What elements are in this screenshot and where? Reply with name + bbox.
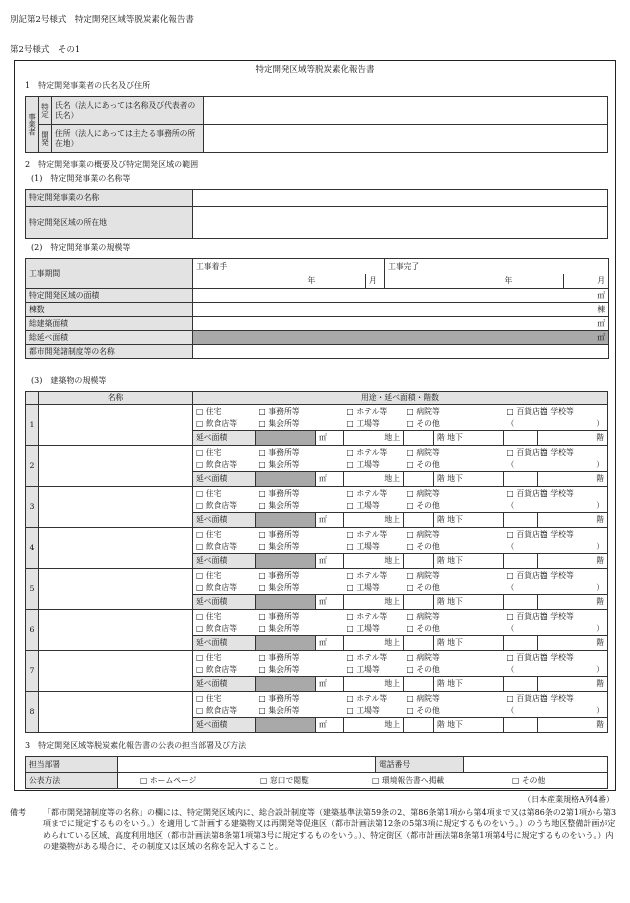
below-ground-field[interactable] [504,431,538,446]
use-department-store[interactable]: □ 百貨店等 [504,610,538,623]
use-hotel[interactable]: □ ホテル等 [344,528,404,541]
use-hospital[interactable]: □ 病院等 [404,692,504,705]
project-name-label: 特定開発事業の名称 [26,190,193,207]
below-ground-field[interactable] [504,636,538,651]
use-restaurant[interactable]: □ 飲食店等 [193,541,256,554]
building-name-field[interactable] [39,692,193,733]
use-house[interactable]: □ 住宅 [193,692,256,705]
use-other[interactable]: □ その他 [404,500,504,513]
floor-unit: 階 [538,595,608,610]
end-label: 工事完了 [385,259,609,274]
other-paren-close: ） [538,664,608,677]
dept-label: 担当部署 [26,757,118,773]
applicant-table [25,96,608,153]
use-other[interactable]: □ その他 [404,418,504,431]
use-house[interactable]: □ 住宅 [193,487,256,500]
building-area-label: 総建築面積 [26,317,193,331]
use-restaurant[interactable]: □ 飲食店等 [193,500,256,513]
use-hospital[interactable]: □ 病院等 [404,569,504,582]
building-row [25,404,608,446]
use-hotel[interactable]: □ ホテル等 [344,610,404,623]
below-ground-field[interactable] [504,595,538,610]
use-school[interactable]: □ 学校等 [538,569,608,582]
building-name-field[interactable] [39,528,193,569]
building-row [25,691,608,733]
use-assembly[interactable]: □ 集会所等 [256,705,344,718]
building-row [25,527,608,569]
building-row [25,486,608,528]
row-number: 4 [26,528,39,569]
use-house[interactable]: □ 住宅 [193,446,256,459]
building-row [25,650,608,692]
floor-area-value [256,513,316,528]
use-school[interactable]: □ 学校等 [538,528,608,541]
other-paren-close: ） [538,582,608,595]
floor-area-value [256,595,316,610]
other-paren-open: （ [504,459,538,472]
use-office[interactable]: □ 事務所等 [256,487,344,500]
tel-label: 電話番号 [376,757,464,773]
above-ground-label: 地上 [344,677,404,692]
subsection1-heading: (1) 特定開発事業の名称等 [31,174,131,183]
floor-below-label: 階 地下 [434,677,504,692]
side-label-kaihatsu: 開発 [39,125,52,153]
use-assembly[interactable]: □ 集会所等 [256,418,344,431]
end-year-field[interactable] [385,274,502,289]
dept-field[interactable] [118,757,376,773]
subsection3-heading: (3) 建築物の規模等 [31,376,107,385]
floor-area-unit: ㎡ [316,554,344,569]
method-counter[interactable]: □ 窓口で閲覧 [260,775,309,785]
use-factory[interactable]: □ 工場等 [344,541,404,554]
use-school[interactable]: □ 学校等 [538,692,608,705]
floor-area-field: ㎡ [193,331,609,345]
use-other[interactable]: □ その他 [404,541,504,554]
below-ground-field[interactable] [504,554,538,569]
building-name-field[interactable] [39,405,193,446]
other-paren-open: （ [504,705,538,718]
project-location-field[interactable] [193,207,608,239]
floor-below-label: 階 地下 [434,595,504,610]
period-label: 工事期間 [26,259,193,289]
use-department-store[interactable]: □ 百貨店等 [504,692,538,705]
start-year-field[interactable] [193,274,305,289]
floor-area-label: 延べ面積 [193,718,256,733]
row-number: 8 [26,692,39,733]
building-use-header: 用途・延べ面積・階数 [193,392,608,405]
use-department-store[interactable]: □ 百貨店等 [504,487,538,500]
row-number: 7 [26,651,39,692]
scale-table [25,258,609,359]
above-ground-label: 地上 [344,431,404,446]
above-ground-label: 地上 [344,595,404,610]
use-school[interactable]: □ 学校等 [538,651,608,664]
address-label: 住所（法人にあっては主たる事務所の所在地） [52,125,204,153]
other-paren-open: （ [504,664,538,677]
building-row [25,568,608,610]
method-homepage[interactable]: □ ホームページ [140,775,197,785]
below-ground-field[interactable] [504,472,538,487]
other-paren-open: （ [504,500,538,513]
use-house[interactable]: □ 住宅 [193,569,256,582]
floor-area-unit: ㎡ [316,431,344,446]
floor-area-label: 延べ面積 [193,677,256,692]
use-restaurant[interactable]: □ 飲食店等 [193,705,256,718]
row-number: 1 [26,405,39,446]
start-month-unit: 月 [366,274,385,289]
building-name-header: 名称 [39,392,193,405]
form-number: 第2号様式 その1 [10,45,81,55]
building-row [25,445,608,487]
count-field[interactable]: 棟 [193,303,609,317]
floor-below-label: 階 地下 [434,718,504,733]
use-hotel[interactable]: □ ホテル等 [344,569,404,582]
use-office[interactable]: □ 事務所等 [256,569,344,582]
use-school[interactable]: □ 学校等 [538,446,608,459]
below-ground-field[interactable] [504,677,538,692]
floor-below-label: 階 地下 [434,513,504,528]
use-school[interactable]: □ 学校等 [538,487,608,500]
floor-area-label: 延べ面積 [193,554,256,569]
other-paren-open: （ [504,418,538,431]
use-factory[interactable]: □ 工場等 [344,418,404,431]
floor-area-value [256,677,316,692]
side-label-applicant: 事業者 [26,97,39,153]
use-other[interactable]: □ その他 [404,582,504,595]
floor-area-value [256,431,316,446]
floor-unit: 階 [538,472,608,487]
building-row [25,609,608,651]
building-area-field[interactable]: ㎡ [193,317,609,331]
above-ground-field[interactable] [404,595,434,610]
document-title: 特定開発区域等脱炭素化報告書 [255,65,375,75]
building-header [25,391,608,405]
use-house[interactable]: □ 住宅 [193,610,256,623]
floor-unit: 階 [538,431,608,446]
floor-area-unit: ㎡ [316,595,344,610]
use-factory[interactable]: □ 工場等 [344,623,404,636]
use-restaurant[interactable]: □ 飲食店等 [193,418,256,431]
use-office[interactable]: □ 事務所等 [256,692,344,705]
note-text: 「都市開発諸制度等の名称」の欄には、特定開発区域内に、総合設計制度等（建築基準法第59条の2、第86条第1項から第4項まで又は第86条の2第1項から第3項までに規定するものをいう。）を適用して計画する建築物又は再開発等促進区（都市計画法第12条の5第3項に規定するものをいう。）のうち地区整備計画が定められている区域、高度利用地区（都市計画法第8条第1項第3号に規定するものをいう。）、特定街区（都市計画法第8条第1項第4号に規定するものをいう。）内の建築物がある場合に、その制度又は区域の名称を記入すること。 [43,808,617,852]
above-ground-field[interactable] [404,636,434,651]
area-label: 特定開発区域の面積 [26,289,193,303]
use-other[interactable]: □ その他 [404,664,504,677]
above-ground-field[interactable] [404,472,434,487]
floor-area-label: 総延べ面積 [26,331,193,345]
floor-below-label: 階 地下 [434,472,504,487]
use-other[interactable]: □ その他 [404,459,504,472]
use-assembly[interactable]: □ 集会所等 [256,500,344,513]
report-frame [14,60,616,791]
use-hospital[interactable]: □ 病院等 [404,610,504,623]
floor-area-value [256,554,316,569]
below-ground-field[interactable] [504,718,538,733]
system-label: 都市開発諸制度等の名称 [26,345,193,359]
other-paren-close: ） [538,418,608,431]
section2-heading: 2 特定開発事業の概要及び特定開発区域の範囲 [25,160,199,169]
row-number: 2 [26,446,39,487]
floor-area-value [256,636,316,651]
use-hospital[interactable]: □ 病院等 [404,487,504,500]
building-name-field[interactable] [39,651,193,692]
use-factory[interactable]: □ 工場等 [344,582,404,595]
use-office[interactable]: □ 事務所等 [256,610,344,623]
use-house[interactable]: □ 住宅 [193,651,256,664]
name-field[interactable] [204,97,608,125]
form-title: 別記第2号様式 特定開発区域等脱炭素化報告書 [10,15,194,25]
floor-area-label: 延べ面積 [193,595,256,610]
use-other[interactable]: □ その他 [404,623,504,636]
note-label: 備考 [10,808,26,817]
row-number: 6 [26,610,39,651]
floor-area-label: 延べ面積 [193,513,256,528]
floor-area-value [256,472,316,487]
floor-area-unit: ㎡ [316,472,344,487]
count-label: 棟数 [26,303,193,317]
use-school[interactable]: □ 学校等 [538,405,608,418]
use-factory[interactable]: □ 工場等 [344,664,404,677]
start-label: 工事着手 [193,259,385,274]
section1-heading: 1 特定開発事業者の氏名及び住所 [25,81,151,90]
use-hotel[interactable]: □ ホテル等 [344,487,404,500]
floor-area-unit: ㎡ [316,677,344,692]
other-paren-close: ） [538,459,608,472]
building-name-field[interactable] [39,487,193,528]
project-location-label: 特定開発区域の所在地 [26,207,193,239]
system-field[interactable] [193,345,609,359]
other-paren-open: （ [504,582,538,595]
use-office[interactable]: □ 事務所等 [256,405,344,418]
use-restaurant[interactable]: □ 飲食店等 [193,664,256,677]
use-hotel[interactable]: □ ホテル等 [344,651,404,664]
other-paren-close: ） [538,541,608,554]
floor-below-label: 階 地下 [434,431,504,446]
start-year-unit: 年 [305,274,366,289]
use-hospital[interactable]: □ 病院等 [404,528,504,541]
floor-below-label: 階 地下 [434,636,504,651]
use-department-store[interactable]: □ 百貨店等 [504,446,538,459]
use-house[interactable]: □ 住宅 [193,405,256,418]
use-hospital[interactable]: □ 病院等 [404,405,504,418]
use-office[interactable]: □ 事務所等 [256,528,344,541]
project-name-field[interactable] [193,190,608,207]
floor-area-label: 延べ面積 [193,636,256,651]
use-hotel[interactable]: □ ホテル等 [344,692,404,705]
above-ground-label: 地上 [344,554,404,569]
use-assembly[interactable]: □ 集会所等 [256,623,344,636]
floor-area-unit: ㎡ [316,513,344,528]
floor-unit: 階 [538,513,608,528]
building-name-field[interactable] [39,569,193,610]
above-ground-label: 地上 [344,636,404,651]
end-year-unit: 年 [502,274,564,289]
use-hospital[interactable]: □ 病院等 [404,651,504,664]
use-other[interactable]: □ その他 [404,705,504,718]
address-field[interactable] [204,125,608,153]
use-department-store[interactable]: □ 百貨店等 [504,528,538,541]
floor-area-value [256,718,316,733]
publication-table [25,756,608,789]
above-ground-field[interactable] [404,554,434,569]
other-paren-close: ） [538,705,608,718]
above-ground-label: 地上 [344,472,404,487]
use-department-store[interactable]: □ 百貨店等 [504,569,538,582]
use-assembly[interactable]: □ 集会所等 [256,582,344,595]
floor-unit: 階 [538,718,608,733]
floor-area-label: 延べ面積 [193,431,256,446]
use-assembly[interactable]: □ 集会所等 [256,541,344,554]
use-house[interactable]: □ 住宅 [193,528,256,541]
tel-field[interactable] [464,757,608,773]
side-label-tokutei: 特定 [39,97,52,125]
other-paren-open: （ [504,623,538,636]
use-hotel[interactable]: □ ホテル等 [344,446,404,459]
use-factory[interactable]: □ 工場等 [344,705,404,718]
use-assembly[interactable]: □ 集会所等 [256,664,344,677]
floor-area-label: 延べ面積 [193,472,256,487]
use-factory[interactable]: □ 工場等 [344,459,404,472]
use-department-store[interactable]: □ 百貨店等 [504,405,538,418]
row-number: 5 [26,569,39,610]
floor-unit: 階 [538,677,608,692]
other-paren-open: （ [504,541,538,554]
above-ground-field[interactable] [404,677,434,692]
use-restaurant[interactable]: □ 飲食店等 [193,582,256,595]
floor-unit: 階 [538,636,608,651]
other-paren-close: ） [538,500,608,513]
method-label: 公表方法 [26,773,118,789]
use-office[interactable]: □ 事務所等 [256,446,344,459]
floor-area-unit: ㎡ [316,718,344,733]
method-env-report[interactable]: □ 環境報告書へ掲載 [372,775,445,785]
below-ground-field[interactable] [504,513,538,528]
use-school[interactable]: □ 学校等 [538,610,608,623]
above-ground-field[interactable] [404,513,434,528]
use-assembly[interactable]: □ 集会所等 [256,459,344,472]
name-label: 氏名（法人にあっては名称及び代表者の氏名） [52,97,204,125]
section3-heading: 3 特定開発区域等脱炭素化報告書の公表の担当部署及び方法 [25,741,247,750]
use-restaurant[interactable]: □ 飲食店等 [193,623,256,636]
area-field[interactable]: ㎡ [193,289,609,303]
other-paren-close: ） [538,623,608,636]
method-other[interactable]: □ その他 [512,775,546,785]
above-ground-label: 地上 [344,718,404,733]
use-factory[interactable]: □ 工場等 [344,500,404,513]
use-hospital[interactable]: □ 病院等 [404,446,504,459]
use-department-store[interactable]: □ 百貨店等 [504,651,538,664]
building-name-field[interactable] [39,610,193,651]
row-number: 3 [26,487,39,528]
floor-area-unit: ㎡ [316,636,344,651]
use-restaurant[interactable]: □ 飲食店等 [193,459,256,472]
floor-unit: 階 [538,554,608,569]
building-name-field[interactable] [39,446,193,487]
above-ground-field[interactable] [404,431,434,446]
above-ground-label: 地上 [344,513,404,528]
end-month-unit: 月 [564,274,609,289]
floor-below-label: 階 地下 [434,554,504,569]
subsection2-heading: (2) 特定開発事業の規模等 [31,243,131,252]
use-office[interactable]: □ 事務所等 [256,651,344,664]
project-table [25,189,608,239]
use-hotel[interactable]: □ ホテル等 [344,405,404,418]
paper-size: （日本産業規格A列4番） [523,795,614,804]
above-ground-field[interactable] [404,718,434,733]
